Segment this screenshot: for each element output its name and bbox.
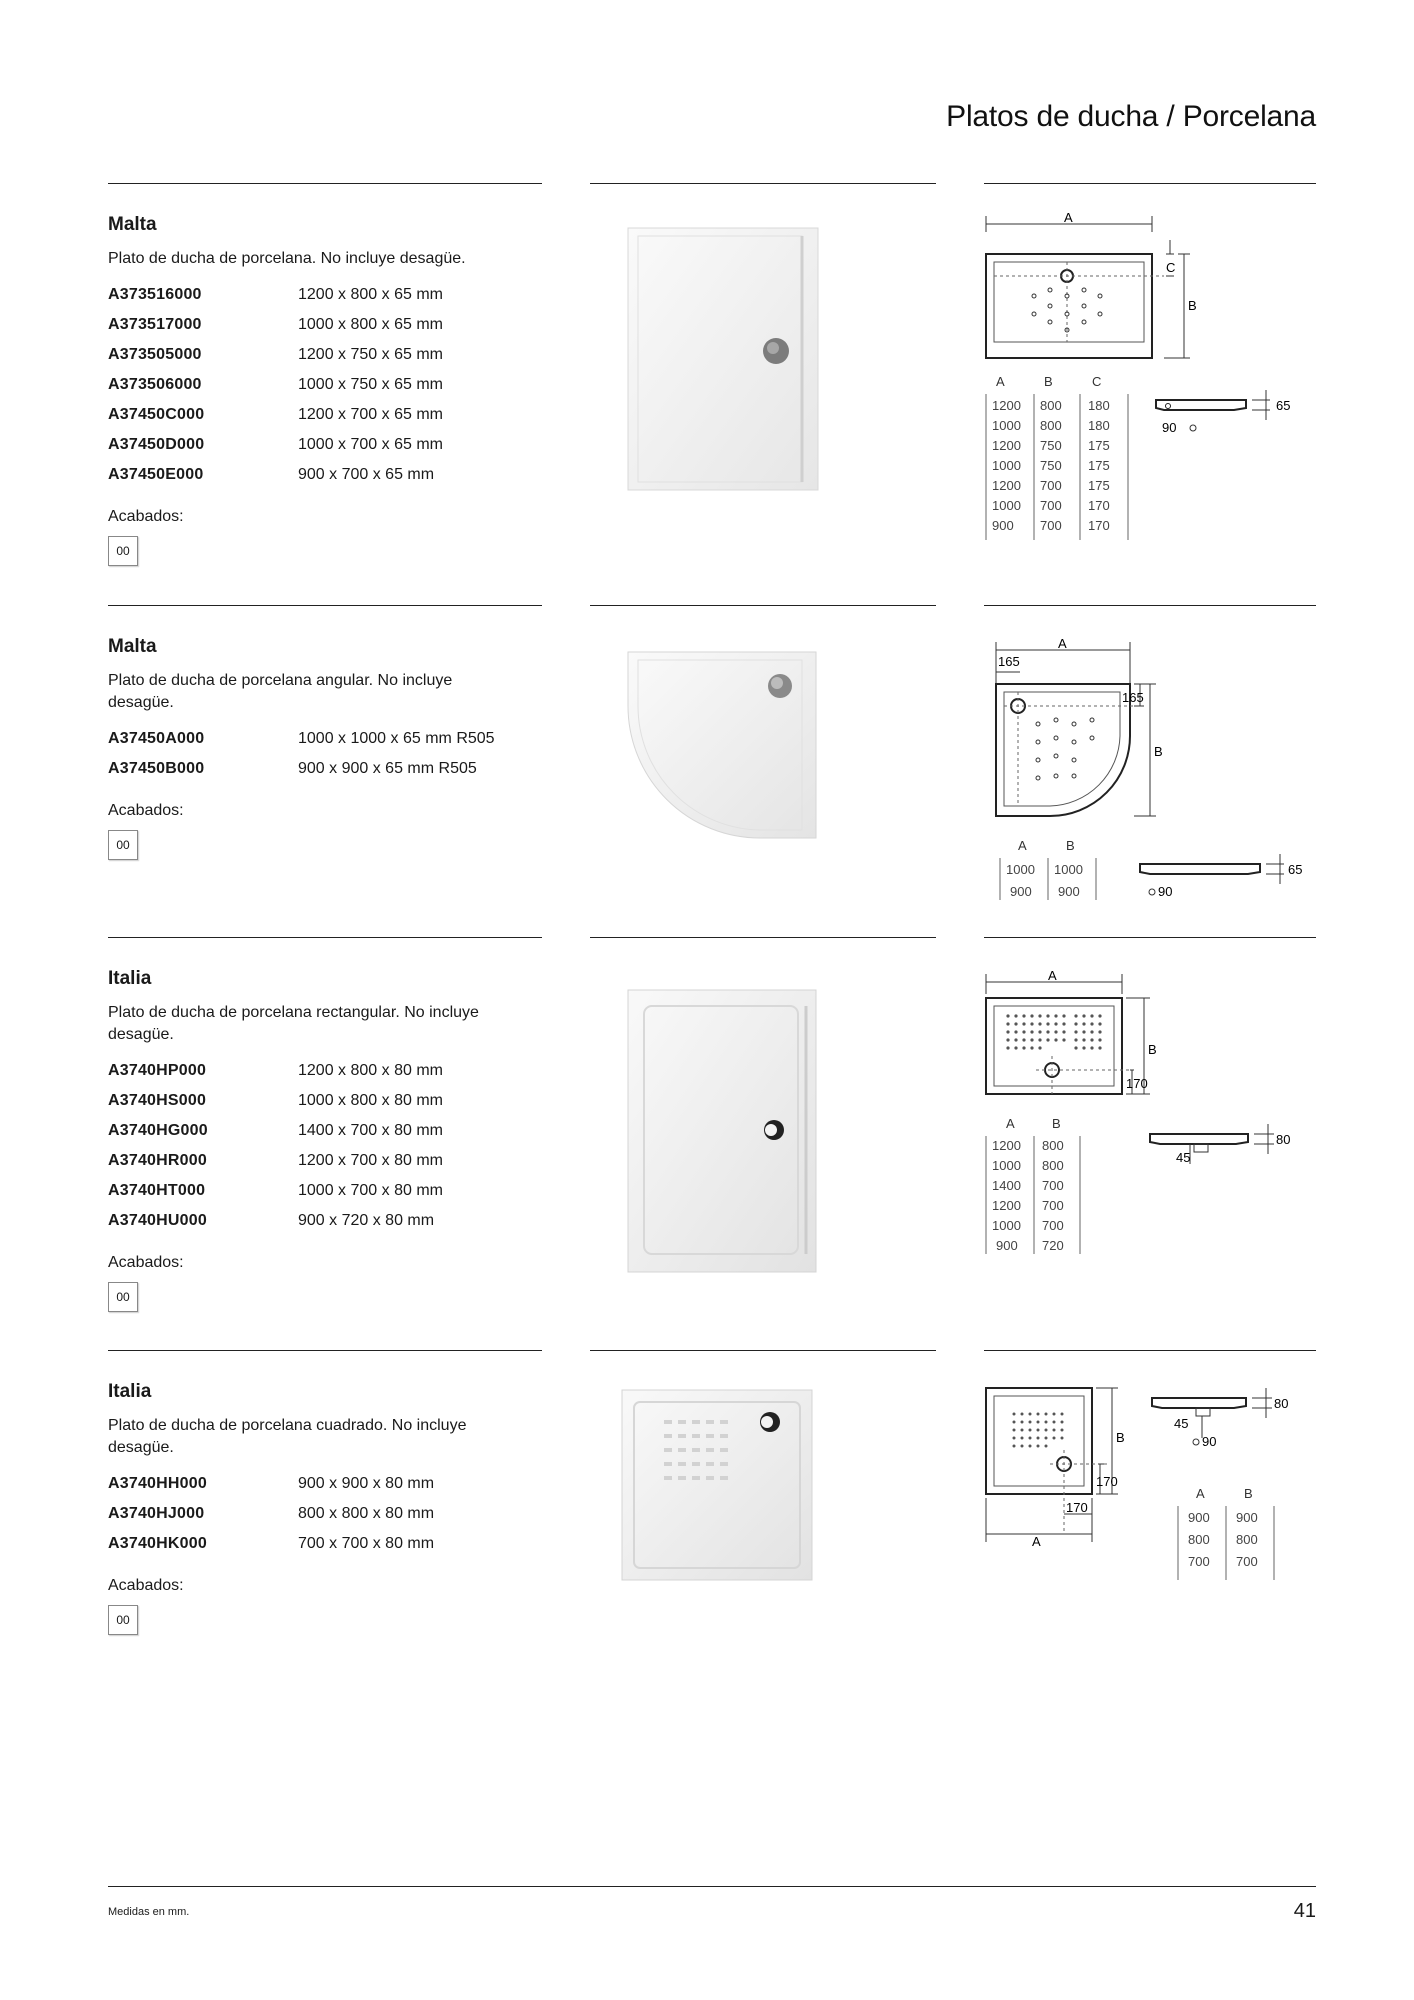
table-header: B	[1044, 374, 1053, 389]
product-size: 900 x 720 x 80 mm	[298, 1212, 435, 1229]
footnote: Medidas en mm.	[108, 1906, 190, 1918]
table-row	[108, 1086, 443, 1116]
product-code: A3740HH000	[108, 1475, 207, 1492]
product-code: A373517000	[108, 316, 202, 333]
product-description: Plato de ducha de porcelana rectangular. No incluye desagüe.	[108, 1004, 479, 1043]
product-description: Plato de ducha de porcelana. No incluye desagüe.	[108, 250, 466, 267]
table-cell: 800	[1236, 1532, 1258, 1547]
product-code: A37450A000	[108, 730, 205, 747]
table-header: A	[1018, 838, 1027, 853]
page-number: 41	[1293, 1900, 1316, 1922]
section-divider	[590, 605, 936, 606]
product-code: A3740HT000	[108, 1182, 206, 1199]
table-row	[108, 1206, 443, 1236]
table-cell: 1000	[1006, 862, 1035, 877]
table-cell: 1000	[992, 498, 1021, 513]
product-photo	[590, 1380, 936, 1595]
section-divider	[590, 1350, 936, 1351]
dim-drain: 90	[1202, 1434, 1217, 1449]
table-row	[108, 724, 495, 754]
product-info	[108, 184, 542, 566]
dim-label-b: B	[1116, 1430, 1125, 1445]
table-header: B	[1052, 1116, 1061, 1131]
product-name: Malta	[108, 214, 157, 235]
product-info	[108, 606, 542, 860]
footer-divider	[108, 1886, 1316, 1887]
product-code: A3740HK000	[108, 1535, 207, 1552]
finishes-label: Acabados:	[108, 1254, 184, 1271]
dim-label-a: A	[1064, 210, 1073, 225]
finishes-label: Acabados:	[108, 1577, 184, 1594]
product-size: 1400 x 700 x 80 mm	[298, 1122, 443, 1139]
product-code: A373516000	[108, 286, 202, 303]
product-photo	[590, 640, 936, 855]
table-row	[108, 1176, 443, 1206]
product-name: Malta	[108, 636, 157, 657]
product-size: 1200 x 700 x 65 mm	[298, 406, 443, 423]
table-row	[108, 280, 443, 310]
table-cell: 170	[1088, 498, 1110, 513]
table-header: C	[1092, 374, 1102, 389]
product-code: A3740HP000	[108, 1062, 207, 1079]
section-divider	[984, 937, 1316, 938]
table-cell: 1200	[992, 1138, 1021, 1153]
product-size: 1000 x 1000 x 65 mm R505	[298, 730, 495, 747]
product-size: 900 x 900 x 80 mm	[298, 1475, 435, 1492]
product-info	[108, 938, 542, 1312]
product-code: A37450E000	[108, 466, 204, 483]
table-cell: 700	[1040, 518, 1062, 533]
product-size: 1000 x 800 x 65 mm	[298, 316, 443, 333]
table-row	[108, 430, 443, 460]
table-cell: 700	[1236, 1554, 1258, 1569]
table-cell: 800	[1042, 1158, 1064, 1173]
dim-drain: 45	[1176, 1150, 1191, 1165]
table-cell: 180	[1088, 398, 1110, 413]
finish-swatch[interactable]: 00	[108, 1605, 138, 1635]
table-cell: 700	[1042, 1218, 1064, 1233]
table-header: A	[996, 374, 1005, 389]
dim-label-a: A	[1058, 636, 1067, 651]
dim-drain: 90	[1162, 420, 1177, 435]
table-cell: 900	[1188, 1510, 1210, 1525]
product-size: 700 x 700 x 80 mm	[298, 1535, 435, 1552]
product-size: 1000 x 750 x 65 mm	[298, 376, 443, 393]
table-cell: 1200	[992, 398, 1021, 413]
table-cell: 750	[1040, 458, 1062, 473]
section-divider	[984, 183, 1316, 184]
table-row	[108, 754, 495, 784]
table-cell: 900	[1058, 884, 1080, 899]
table-cell: 1000	[1054, 862, 1083, 877]
table-row	[108, 1116, 443, 1146]
table-cell: 700	[1042, 1198, 1064, 1213]
finish-swatch[interactable]: 00	[108, 1282, 138, 1312]
dim-height: 65	[1288, 862, 1303, 877]
table-cell: 700	[1040, 498, 1062, 513]
table-cell: 1000	[992, 418, 1021, 433]
product-size: 900 x 900 x 65 mm R505	[298, 760, 477, 777]
product-size: 1200 x 750 x 65 mm	[298, 346, 443, 363]
dim-height: 65	[1276, 398, 1291, 413]
dim-label-a: A	[1032, 1534, 1041, 1549]
product-code: A3740HJ000	[108, 1505, 205, 1522]
product-code: A3740HS000	[108, 1092, 207, 1109]
dim-offset-b: 170	[1096, 1474, 1118, 1489]
dim-label-b: B	[1148, 1042, 1157, 1057]
table-cell: 1000	[992, 458, 1021, 473]
dim-label-c: C	[1166, 260, 1176, 275]
table-header: A	[1006, 1116, 1015, 1131]
table-cell: 800	[1188, 1532, 1210, 1547]
product-name: Italia	[108, 1381, 152, 1402]
table-cell: 1200	[992, 478, 1021, 493]
product-description: Plato de ducha de porcelana cuadrado. No incluye desagüe.	[108, 1417, 467, 1456]
product-code: A373505000	[108, 346, 202, 363]
product-name: Italia	[108, 968, 152, 989]
section-divider	[984, 605, 1316, 606]
product-info	[108, 1351, 542, 1635]
table-cell: 700	[1040, 478, 1062, 493]
table-row	[108, 400, 443, 430]
product-code: A37450D000	[108, 436, 205, 453]
finishes-label: Acabados:	[108, 508, 184, 525]
dim-offset-a: 170	[1066, 1500, 1088, 1515]
dim-height: 80	[1276, 1132, 1291, 1147]
finish-swatch[interactable]: 00	[108, 536, 138, 566]
table-cell: 900	[1236, 1510, 1258, 1525]
technical-drawing	[984, 636, 1316, 911]
table-cell: 175	[1088, 458, 1110, 473]
table-cell: 900	[1010, 884, 1032, 899]
page-title: Platos de ducha / Porcelana	[946, 100, 1316, 133]
technical-drawing	[984, 968, 1316, 1263]
table-cell: 1400	[992, 1178, 1021, 1193]
dim-offset-a: 165	[998, 654, 1020, 669]
finish-swatch[interactable]: 00	[108, 830, 138, 860]
product-codes-table	[108, 1469, 434, 1559]
dim-drain: 90	[1158, 884, 1173, 899]
product-code: A37450C000	[108, 406, 205, 423]
table-cell: 900	[992, 518, 1014, 533]
product-size: 900 x 700 x 65 mm	[298, 466, 435, 483]
product-size: 1000 x 700 x 80 mm	[298, 1182, 443, 1199]
dim-offset: 170	[1126, 1076, 1148, 1091]
table-cell: 800	[1042, 1138, 1064, 1153]
dim-offset-b: 165	[1122, 690, 1144, 705]
section-divider	[590, 937, 936, 938]
table-cell: 800	[1040, 398, 1062, 413]
table-cell: 700	[1042, 1178, 1064, 1193]
technical-drawing	[984, 1384, 1316, 1589]
table-header: A	[1196, 1486, 1205, 1501]
table-cell: 1200	[992, 1198, 1021, 1213]
product-code: A37450B000	[108, 760, 205, 777]
table-row	[108, 1469, 434, 1499]
table-row	[108, 1146, 443, 1176]
table-header: B	[1244, 1486, 1253, 1501]
product-size: 1000 x 700 x 65 mm	[298, 436, 443, 453]
table-row	[108, 340, 443, 370]
table-cell: 180	[1088, 418, 1110, 433]
product-description: Plato de ducha de porcelana angular. No incluye desagüe.	[108, 672, 453, 711]
table-cell: 1200	[992, 438, 1021, 453]
product-photo	[590, 980, 936, 1285]
dim-label-a: A	[1048, 968, 1057, 983]
table-cell: 170	[1088, 518, 1110, 533]
dim-drain-offset: 45	[1174, 1416, 1189, 1431]
table-cell: 720	[1042, 1238, 1064, 1253]
table-row	[108, 1499, 434, 1529]
product-size: 1200 x 800 x 80 mm	[298, 1062, 443, 1079]
product-code: A373506000	[108, 376, 202, 393]
dim-label-b: B	[1154, 744, 1163, 759]
finishes-label: Acabados:	[108, 802, 184, 819]
table-cell: 750	[1040, 438, 1062, 453]
product-size: 800 x 800 x 80 mm	[298, 1505, 435, 1522]
section-divider	[984, 1350, 1316, 1351]
table-header: B	[1066, 838, 1075, 853]
table-row	[108, 370, 443, 400]
table-cell: 700	[1188, 1554, 1210, 1569]
product-code: A3740HU000	[108, 1212, 207, 1229]
table-cell: 175	[1088, 438, 1110, 453]
product-codes-table	[108, 1056, 443, 1236]
product-size: 1200 x 700 x 80 mm	[298, 1152, 443, 1169]
dim-label-b: B	[1188, 298, 1197, 313]
product-codes-table	[108, 280, 443, 490]
product-size: 1000 x 800 x 80 mm	[298, 1092, 443, 1109]
product-code: A3740HG000	[108, 1122, 208, 1139]
product-size: 1200 x 800 x 65 mm	[298, 286, 443, 303]
table-row	[108, 1056, 443, 1086]
table-cell: 900	[996, 1238, 1018, 1253]
table-cell: 1000	[992, 1218, 1021, 1233]
table-cell: 175	[1088, 478, 1110, 493]
product-code: A3740HR000	[108, 1152, 207, 1169]
table-row	[108, 1529, 434, 1559]
dim-height: 80	[1274, 1396, 1289, 1411]
table-cell: 1000	[992, 1158, 1021, 1173]
technical-drawing	[984, 210, 1316, 555]
product-photo	[590, 214, 936, 509]
table-row	[108, 310, 443, 340]
section-divider	[590, 183, 936, 184]
table-row	[108, 460, 443, 490]
product-codes-table	[108, 724, 495, 784]
table-cell: 800	[1040, 418, 1062, 433]
